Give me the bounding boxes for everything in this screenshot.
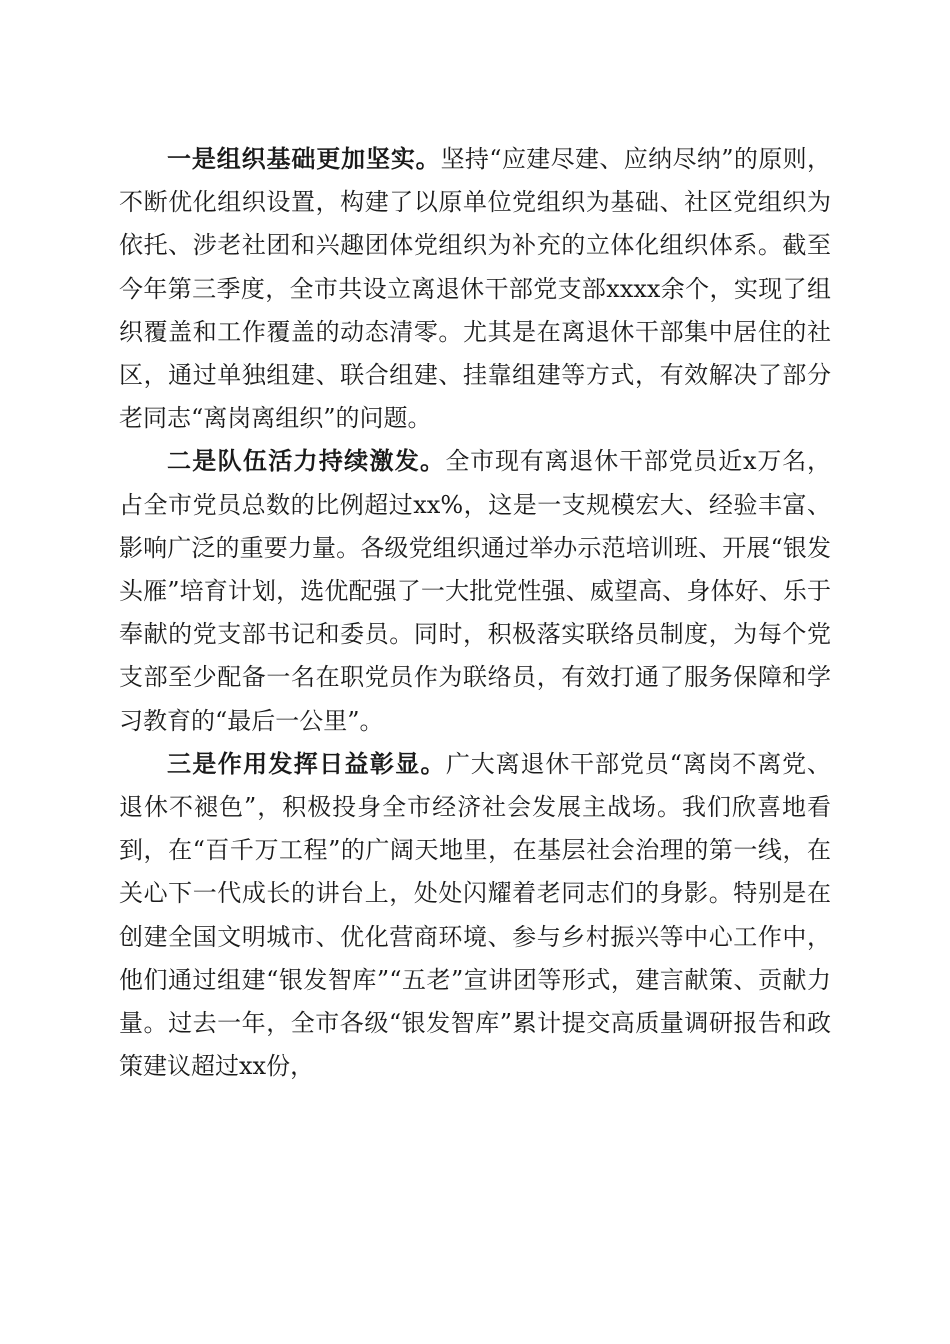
paragraph-organization xyxy=(119,138,831,440)
paragraph-lead: 三是作用发挥日益彰显。 xyxy=(167,749,446,778)
paragraph-team-vitality xyxy=(119,440,831,742)
document-body xyxy=(119,138,831,1088)
paragraph-role-play xyxy=(119,743,831,1089)
paragraph-lead: 一是组织基础更加坚实。 xyxy=(167,145,441,173)
paragraph-text: 广大离退休干部党员“离岗不离党、退休不褪色”，积极投身全市经济社会发展主战场。我们欣喜地看到，在“百千万工程”的广阔天地里，在基层社会治理的第一线，在关心下一代成长的讲台上，处处闪耀着老同志们的身影。特别是在创建全国文明城市、优化营商环境、参与乡村振兴等中心工作中，他们通过组建“银发智库”“五老”宣讲团等形式，建言献策、贡献力量。过去一年，全市各级“银发智库”累计提交高质量调研报告和政策建议超过xx份， xyxy=(119,749,831,1081)
paragraph-text: 全市现有离退休干部党员近x万名，占全市党员总数的比例超过xx%，这是一支规模宏大、经验丰富、影响广泛的重要力量。各级党组织通过举办示范培训班、开展“银发头雁”培育计划，选优配强了一大批党性强、威望高、身体好、乐于奉献的党支部书记和委员。同时，积极落实联络员制度，为每个党支部至少配备一名在职党员作为联络员，有效打通了服务保障和学习教育的“最后一公里”。 xyxy=(119,447,831,735)
paragraph-text: 坚持“应建尽建、应纳尽纳”的原则，不断优化组织设置，构建了以原单位党组织为基础、社区党组织为依托、涉老社团和兴趣团体党组织为补充的立体化组织体系。截至今年第三季度，全市共设立离退休干部党支部xxxx余个，实现了组织覆盖和工作覆盖的动态清零。尤其是在离退休干部集中居住的社区，通过单独组建、联合组建、挂靠组建等方式，有效解决了部分老同志“离岗离组织”的问题。 xyxy=(119,145,831,433)
paragraph-lead: 二是队伍活力持续激发。 xyxy=(167,447,446,476)
